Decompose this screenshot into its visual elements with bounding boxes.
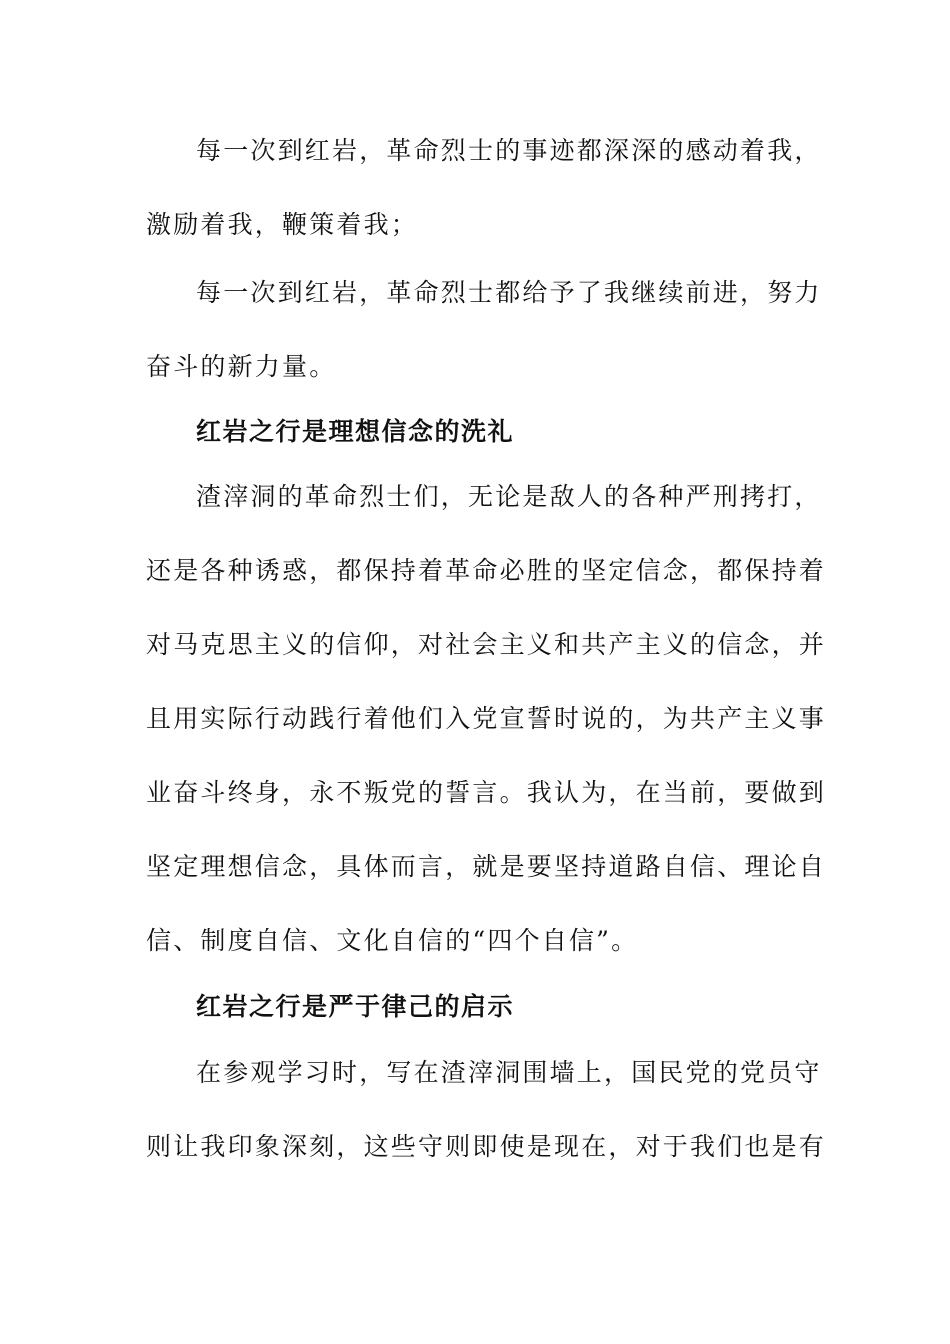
paragraph-line: 在参观学习时，写在渣滓洞围墙上，国民党的党员守 — [196, 1058, 822, 1087]
paragraph-line: 每一次到红岩，革命烈士的事迹都深深的感动着我， — [196, 136, 822, 165]
paragraph-line: 渣滓洞的革命烈士们，无论是敌人的各种严刑拷打， — [196, 482, 822, 511]
paragraph-line: 激励着我，鞭策着我； — [146, 210, 419, 239]
section-heading: 红岩之行是理想信念的洗礼 — [196, 417, 515, 446]
paragraph-line: 信、制度自信、文化自信的“四个自信”。 — [146, 926, 639, 955]
paragraph-line: 业奋斗终身，永不叛党的誓言。我认为，在当前，要做到 — [146, 778, 827, 807]
paragraph-line: 且用实际行动践行着他们入党宣誓时说的，为共产主义事 — [146, 704, 827, 733]
paragraph-line: 还是各种诱惑，都保持着革命必胜的坚定信念，都保持着 — [146, 556, 827, 585]
paragraph-line: 坚定理想信念，具体而言，就是要坚持道路自信、理论自 — [146, 852, 827, 881]
paragraph-line: 每一次到红岩，革命烈士都给予了我继续前进，努力 — [196, 278, 822, 307]
paragraph-line: 则让我印象深刻，这些守则即使是现在，对于我们也是有 — [146, 1132, 827, 1161]
paragraph-line: 奋斗的新力量。 — [146, 352, 337, 381]
section-heading: 红岩之行是严于律己的启示 — [196, 992, 515, 1021]
paragraph-line: 对马克思主义的信仰，对社会主义和共产主义的信念，并 — [146, 630, 827, 659]
